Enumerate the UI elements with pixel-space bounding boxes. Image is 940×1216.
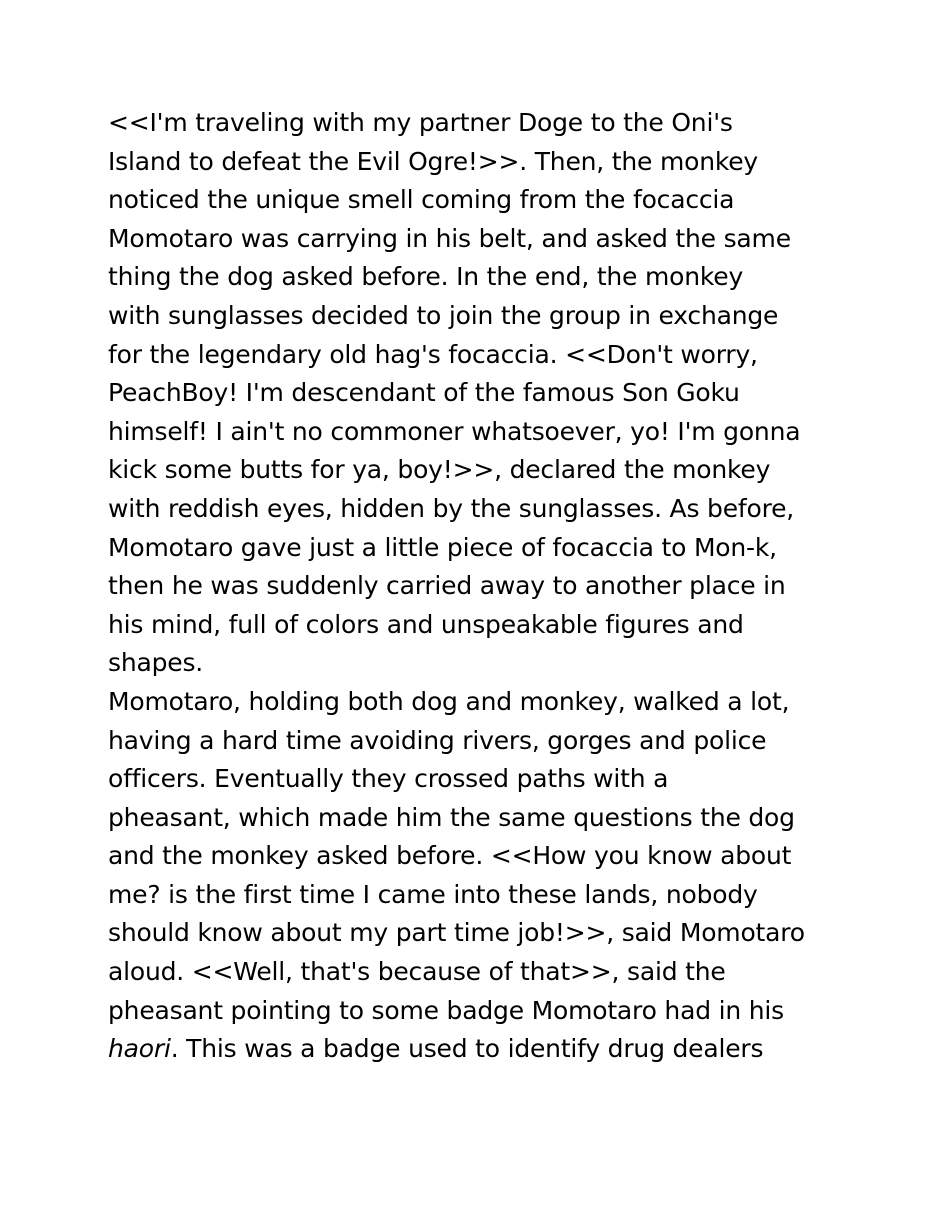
text-line bbox=[108, 490, 868, 529]
text-segment: Momotaro, holding both dog and monkey, walked a lot, bbox=[108, 686, 790, 716]
text-line bbox=[108, 567, 868, 606]
text-line bbox=[108, 297, 868, 336]
text-segment: thing the dog asked before. In the end, the monkey bbox=[108, 262, 744, 292]
text-segment: then he was suddenly carried away to another place in bbox=[108, 571, 786, 601]
text-segment: his mind, full of colors and unspeakable figures and bbox=[108, 609, 744, 639]
text-line bbox=[108, 451, 868, 490]
text-segment: for the legendary old hag's focaccia. <<Don't worry, bbox=[108, 339, 758, 369]
text-line bbox=[108, 143, 868, 182]
text-line bbox=[108, 374, 868, 413]
text-segment: and the monkey asked before. <<How you know about bbox=[108, 841, 792, 871]
text-segment: . This was a badge used to identify drug dealers bbox=[170, 1034, 764, 1064]
text-line bbox=[108, 799, 868, 838]
text-line bbox=[108, 953, 868, 992]
text-line bbox=[108, 876, 868, 915]
text-segment: pheasant pointing to some badge Momotaro had in his bbox=[108, 995, 784, 1025]
text-line bbox=[108, 220, 868, 259]
text-segment: Island to defeat the Evil Ogre!>>. Then, the monkey bbox=[108, 146, 759, 176]
text-line bbox=[108, 104, 868, 143]
text-segment: with sunglasses decided to join the group in exchange bbox=[108, 300, 779, 330]
text-line bbox=[108, 413, 868, 452]
text-segment: officers. Eventually they crossed paths with a bbox=[108, 764, 669, 794]
text-segment: kick some butts for ya, boy!>>, declared the monkey bbox=[108, 455, 771, 485]
text-segment: PeachBoy! I'm descendant of the famous Son Goku bbox=[108, 378, 740, 408]
text-line bbox=[108, 644, 868, 683]
text-line bbox=[108, 529, 868, 568]
text-line bbox=[108, 606, 868, 645]
text-segment: should know about my part time job!>>, said Momotaro bbox=[108, 918, 805, 948]
text-line bbox=[108, 258, 868, 297]
text-segment: noticed the unique smell coming from the focaccia bbox=[108, 185, 735, 215]
text-segment: Momotaro gave just a little piece of focaccia to Mon-k, bbox=[108, 532, 777, 562]
text-segment: <<I'm traveling with my partner Doge to the Oni's bbox=[108, 108, 733, 137]
text-segment: Momotaro was carrying in his belt, and asked the same bbox=[108, 223, 791, 253]
text-segment: pheasant, which made him the same questions the dog bbox=[108, 802, 795, 832]
document-text bbox=[108, 104, 868, 1069]
text-line bbox=[108, 722, 868, 761]
text-segment: me? is the first time I came into these lands, nobody bbox=[108, 879, 758, 909]
text-line bbox=[108, 336, 868, 375]
text-line bbox=[108, 760, 868, 799]
text-line bbox=[108, 1030, 868, 1069]
text-line bbox=[108, 837, 868, 876]
italic-text-segment: haori bbox=[108, 1034, 171, 1064]
text-segment: with reddish eyes, hidden by the sunglasses. As before, bbox=[108, 493, 795, 523]
text-segment: himself! I ain't no commoner whatsoever, yo! I'm gonna bbox=[108, 416, 801, 446]
text-line bbox=[108, 181, 868, 220]
text-line bbox=[108, 992, 868, 1031]
text-segment: shapes. bbox=[108, 648, 204, 678]
text-line bbox=[108, 683, 868, 722]
text-segment: aloud. <<Well, that's because of that>>, said the bbox=[108, 957, 726, 987]
text-line bbox=[108, 914, 868, 953]
text-segment: having a hard time avoiding rivers, gorges and police bbox=[108, 725, 767, 755]
